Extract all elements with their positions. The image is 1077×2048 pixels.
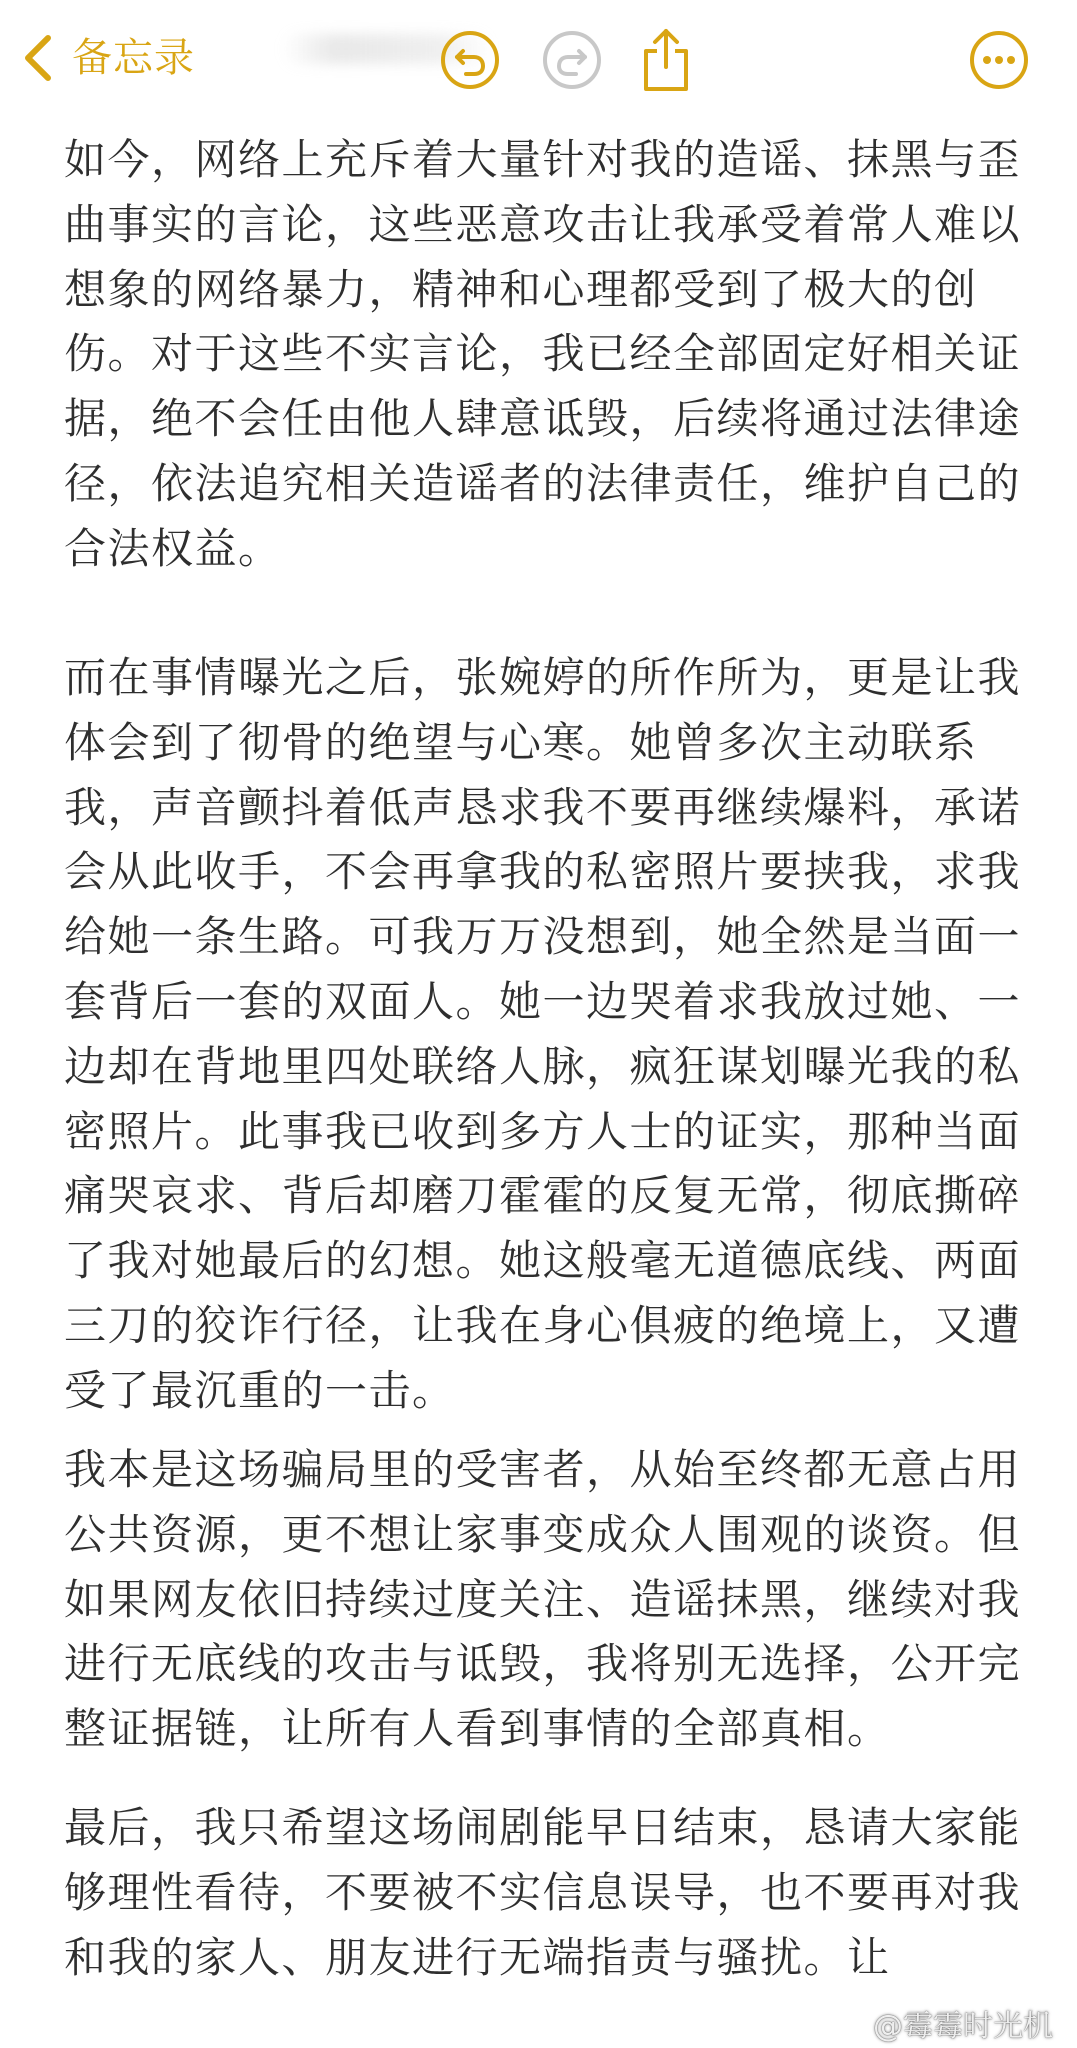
undo-button[interactable] bbox=[434, 24, 506, 96]
note-paragraph bbox=[64, 646, 1021, 1424]
text-line: 会从此收手，不会再拿我的私密照片要挟我，求我 bbox=[64, 847, 1022, 897]
text-line: 三刀的狡诈行径，让我在身心俱疲的绝境上，又遭 bbox=[64, 1300, 1022, 1350]
more-icon bbox=[968, 29, 1030, 91]
text-line: 进行无底线的攻击与诋毁，我将别无选择，公开完 bbox=[64, 1639, 1022, 1689]
weibo-icon bbox=[831, 2008, 867, 2038]
watermark bbox=[831, 2003, 1053, 2043]
undo-icon bbox=[439, 29, 501, 91]
text-line: 整证据链，让所有人看到事情的全部真相。 bbox=[64, 1704, 891, 1754]
text-line: 合法权益。 bbox=[64, 523, 282, 573]
chevron-left-icon bbox=[18, 32, 58, 84]
text-line: 够理性看待，不要被不实信息误导，也不要再对我 bbox=[64, 1867, 1022, 1917]
note-paragraph bbox=[64, 1438, 1021, 1762]
share-icon bbox=[638, 27, 694, 93]
watermark-text: @霉霉时光机 bbox=[873, 2009, 1053, 2044]
text-line: 我，声音颤抖着低声恳求我不要再继续爆料，承诺 bbox=[64, 782, 1022, 832]
text-line: 如今，网络上充斥着大量针对我的造谣、抹黑与歪 bbox=[64, 135, 1022, 184]
text-line: 受了最沉重的一击。 bbox=[64, 1365, 456, 1415]
back-label: 备忘录 bbox=[72, 35, 195, 81]
text-line: 伤。对于这些不实言论，我已经全部固定好相关证 bbox=[64, 329, 1022, 379]
text-line: 我本是这场骗局里的受害者，从始至终都无意占用 bbox=[64, 1445, 1022, 1494]
text-line: 给她一条生路。可我万万没想到，她全然是当面一 bbox=[64, 912, 1022, 962]
text-line: 套背后一套的双面人。她一边哭着求我放过她、一 bbox=[64, 976, 1022, 1026]
text-line: 径，依法追究相关造谣者的法律责任，维护自己的 bbox=[64, 458, 1022, 508]
redo-button[interactable] bbox=[536, 24, 608, 96]
text-line: 痛哭哀求、背后却磨刀霍霍的反复无常，彻底撕碎 bbox=[64, 1171, 1022, 1221]
back-button[interactable] bbox=[18, 22, 195, 94]
text-line: 公共资源，更不想让家事变成众人围观的谈资。但 bbox=[64, 1509, 1022, 1559]
note-paragraph bbox=[64, 1796, 1021, 1990]
text-line: 想象的网络暴力，精神和心理都受到了极大的创 bbox=[64, 264, 978, 314]
text-line: 边却在背地里四处联络人脉，疯狂谋划曝光我的私 bbox=[64, 1041, 1022, 1091]
note-paragraph bbox=[64, 128, 1021, 582]
text-line: 而在事情曝光之后，张婉婷的所作所为，更是让我 bbox=[64, 653, 1022, 702]
share-button[interactable] bbox=[630, 24, 702, 96]
text-line: 据，绝不会任由他人肆意诋毁，后续将通过法律途 bbox=[64, 394, 1022, 444]
redo-icon bbox=[541, 29, 603, 91]
text-line: 密照片。此事我已收到多方人士的证实，那种当面 bbox=[64, 1106, 1022, 1156]
text-line: 体会到了彻骨的绝望与心寒。她曾多次主动联系 bbox=[64, 717, 978, 767]
text-line: 最后，我只希望这场闹剧能早日结束，恳请大家能 bbox=[64, 1803, 1022, 1852]
notes-toolbar bbox=[0, 0, 1077, 118]
text-line: 曲事实的言论，这些恶意攻击让我承受着常人难以 bbox=[64, 199, 1022, 249]
more-button[interactable] bbox=[963, 24, 1035, 96]
text-line: 了我对她最后的幻想。她这般毫无道德底线、两面 bbox=[64, 1236, 1022, 1286]
text-line: 和我的家人、朋友进行无端指责与骚扰。让 bbox=[64, 1932, 891, 1982]
text-line: 如果网友依旧持续过度关注、造谣抹黑，继续对我 bbox=[64, 1574, 1022, 1624]
